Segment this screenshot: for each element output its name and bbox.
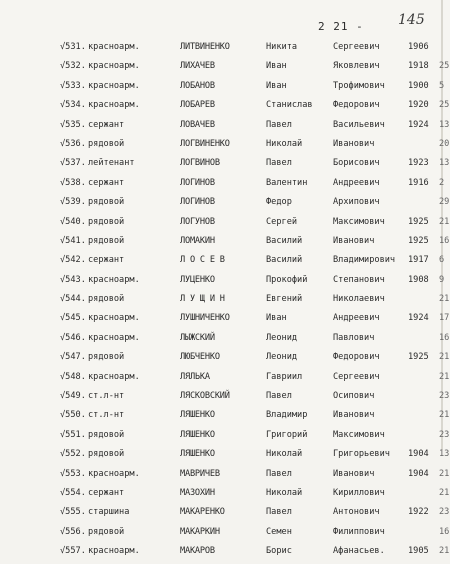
first-name: Павел: [266, 507, 292, 518]
patronymic: Сергеевич: [333, 42, 380, 52]
first-name: Павел: [266, 119, 292, 130]
list-row: [0, 234, 450, 253]
entry-number: √535.: [60, 119, 86, 130]
birth-year: 1920: [408, 100, 429, 111]
patronymic: Степанович: [333, 274, 385, 285]
surname: ЛОГИНОВ: [180, 197, 215, 208]
first-name: Иван: [266, 313, 287, 324]
entry-number: √546.: [60, 332, 86, 343]
list-row: [0, 486, 450, 505]
surname: МАКАРЕНКО: [180, 507, 225, 518]
first-name: Борис: [266, 546, 292, 557]
military-rank: рядовой: [88, 235, 125, 246]
birth-year: 1906: [408, 42, 429, 52]
surname: ЛУЦЕНКО: [180, 274, 215, 285]
military-rank: сержант: [88, 177, 125, 188]
entry-number: √550.: [60, 410, 86, 421]
surname: МАВРИЧЕВ: [180, 468, 220, 479]
surname: ЛЯШЕНКО: [180, 429, 215, 440]
list-row: [0, 428, 450, 447]
entry-number: √533.: [60, 80, 86, 91]
birth-year: 1916: [408, 177, 429, 188]
military-rank: ст.л-нт: [88, 410, 125, 421]
first-name: Николай: [266, 487, 303, 498]
surname: Л О С Е В: [180, 255, 225, 266]
military-rank: красноарм.: [88, 100, 140, 111]
first-name: Павел: [266, 468, 292, 479]
surname: МАКАРКИН: [180, 526, 220, 537]
entry-number: √532.: [60, 61, 86, 72]
patronymic: Андреевич: [333, 313, 380, 324]
cropped-edge-value: 9: [439, 274, 445, 285]
list-row: [0, 215, 450, 234]
cropped-edge-value: 23: [439, 391, 450, 402]
list-row: [0, 98, 450, 117]
entry-number: √547.: [60, 352, 86, 363]
entry-number: √541.: [60, 235, 86, 246]
cropped-edge-value: 23: [439, 429, 450, 440]
military-rank: красноарм.: [88, 332, 140, 343]
patronymic: Андреевич: [333, 177, 380, 188]
first-name: Василий: [266, 255, 303, 266]
military-rank: рядовой: [88, 449, 125, 460]
first-name: Семен: [266, 526, 292, 537]
first-name: Прокофий: [266, 274, 308, 285]
entry-number: √555.: [60, 507, 86, 518]
cropped-edge-value: 16: [439, 332, 450, 343]
cropped-edge-value: 20: [439, 138, 450, 149]
list-row: [0, 137, 450, 156]
list-row: [0, 467, 450, 486]
list-row: [0, 370, 450, 389]
patronymic: Антонович: [333, 507, 380, 518]
patronymic: Иванович: [333, 410, 375, 421]
patronymic: Кириллович: [333, 487, 385, 498]
list-row: [0, 40, 450, 59]
surname: ЛОГВИНЕНКО: [180, 138, 230, 149]
military-rank: красноарм.: [88, 61, 140, 72]
list-row: [0, 447, 450, 466]
patronymic: Иванович: [333, 468, 375, 479]
first-name: Владимир: [266, 410, 308, 421]
cropped-edge-value: 21: [439, 468, 450, 479]
cropped-edge-value: 21: [439, 371, 450, 382]
military-rank: сержант: [88, 255, 125, 266]
patronymic: Васильевич: [333, 119, 385, 130]
entry-number: √551.: [60, 429, 86, 440]
military-rank: красноарм.: [88, 42, 140, 52]
entry-number: √557.: [60, 546, 86, 557]
list-row: [0, 176, 450, 195]
birth-year: 1923: [408, 158, 429, 169]
first-name: Иван: [266, 61, 287, 72]
first-name: Василий: [266, 235, 303, 246]
cropped-edge-value: 21: [439, 352, 450, 363]
first-name: Станислав: [266, 100, 313, 111]
military-rank: старшина: [88, 507, 130, 518]
first-name: Григорий: [266, 429, 308, 440]
patronymic: Максимович: [333, 216, 385, 227]
cropped-edge-value: 5: [439, 80, 445, 91]
patronymic: Григорьевич: [333, 449, 390, 460]
birth-year: 1905: [408, 546, 429, 557]
military-rank: рядовой: [88, 294, 125, 305]
military-rank: рядовой: [88, 138, 125, 149]
birth-year: 1904: [408, 449, 429, 460]
birth-year: 1908: [408, 274, 429, 285]
list-row: [0, 505, 450, 524]
entry-number: √534.: [60, 100, 86, 111]
patronymic: Иванович: [333, 235, 375, 246]
list-row: [0, 59, 450, 78]
surname: ЛЯШЕНКО: [180, 449, 215, 460]
cropped-edge-value: 23: [439, 507, 450, 518]
patronymic: Осипович: [333, 391, 375, 402]
surname: ЛЯЛЬКА: [180, 371, 210, 382]
handwritten-page-number: 145: [398, 12, 425, 28]
list-row: [0, 118, 450, 137]
surname: МАКАРОВ: [180, 546, 215, 557]
cropped-edge-value: 25: [439, 61, 450, 72]
patronymic: Яковлевич: [333, 61, 380, 72]
entry-number: √542.: [60, 255, 86, 266]
surname: ЛОМАКИН: [180, 235, 215, 246]
military-rank: рядовой: [88, 352, 125, 363]
entry-number: √531.: [60, 42, 86, 52]
entry-number: √556.: [60, 526, 86, 537]
cropped-edge-value: 6: [439, 255, 445, 266]
entry-number: √549.: [60, 391, 86, 402]
birth-year: 1917: [408, 255, 429, 266]
patronymic: Филиппович: [333, 526, 385, 537]
birth-year: 1904: [408, 468, 429, 479]
military-rank: красноарм.: [88, 371, 140, 382]
first-name: Леонид: [266, 352, 298, 363]
cropped-edge-value: 16: [439, 526, 450, 537]
first-name: Валентин: [266, 177, 308, 188]
patronymic: Федорович: [333, 100, 380, 111]
surname: ЛОГИНОВ: [180, 177, 215, 188]
patronymic: Борисович: [333, 158, 380, 169]
cropped-edge-value: 21: [439, 487, 450, 498]
entry-number: √553.: [60, 468, 86, 479]
entry-number: √548.: [60, 371, 86, 382]
surname: ЛИТВИНЕНКО: [180, 42, 230, 52]
military-rank: красноарм.: [88, 313, 140, 324]
list-row: [0, 195, 450, 214]
cropped-edge-value: 13: [439, 119, 450, 130]
birth-year: 1918: [408, 61, 429, 72]
patronymic: Сергеевич: [333, 371, 380, 382]
list-row: [0, 311, 450, 330]
patronymic: Павлович: [333, 332, 375, 343]
list-row: [0, 156, 450, 175]
patronymic: Афанасьев.: [333, 546, 385, 557]
patronymic: Максимович: [333, 429, 385, 440]
patronymic: Архипович: [333, 197, 380, 208]
entry-number: √536.: [60, 138, 86, 149]
first-name: Павел: [266, 158, 292, 169]
entry-number: √554.: [60, 487, 86, 498]
entry-number: √537.: [60, 158, 86, 169]
patronymic: Николаевич: [333, 294, 385, 305]
surname: ЛОГВИНОВ: [180, 158, 220, 169]
list-row: [0, 525, 450, 544]
list-row: [0, 408, 450, 427]
birth-year: 1925: [408, 235, 429, 246]
entry-number: √540.: [60, 216, 86, 227]
cropped-edge-value: 13: [439, 158, 450, 169]
cropped-edge-value: 21: [439, 410, 450, 421]
surname: ЛЫЖСКИЙ: [180, 332, 215, 343]
list-row: [0, 331, 450, 350]
birth-year: 1900: [408, 80, 429, 91]
military-rank: рядовой: [88, 429, 125, 440]
entry-number: √539.: [60, 197, 86, 208]
personnel-list: [0, 40, 450, 564]
surname: ЛЮБЧЕНКО: [180, 352, 220, 363]
first-name: Евгений: [266, 294, 303, 305]
entry-number: √538.: [60, 177, 86, 188]
military-rank: красноарм.: [88, 80, 140, 91]
list-row: [0, 350, 450, 369]
cropped-edge-value: 2: [439, 177, 445, 188]
cropped-edge-value: 29: [439, 197, 450, 208]
list-row: [0, 544, 450, 563]
birth-year: 1925: [408, 216, 429, 227]
military-rank: красноарм.: [88, 546, 140, 557]
list-row: [0, 79, 450, 98]
surname: ЛЯСКОВСКИЙ: [180, 391, 230, 402]
first-name: Гавриил: [266, 371, 303, 382]
entry-number: √545.: [60, 313, 86, 324]
military-rank: сержант: [88, 487, 125, 498]
list-row: [0, 292, 450, 311]
first-name: Павел: [266, 391, 292, 402]
first-name: Сергей: [266, 216, 298, 227]
list-row: [0, 389, 450, 408]
cropped-edge-value: 13: [439, 449, 450, 460]
patronymic: Трофимович: [333, 80, 385, 91]
first-name: Николай: [266, 138, 303, 149]
entry-number: √543.: [60, 274, 86, 285]
birth-year: 1922: [408, 507, 429, 518]
patronymic: Владимирович: [333, 255, 396, 266]
entry-number: √544.: [60, 294, 86, 305]
surname: ЛОБАНОВ: [180, 80, 215, 91]
military-rank: ст.л-нт: [88, 391, 125, 402]
military-rank: рядовой: [88, 526, 125, 537]
page-number: 2 21 -: [318, 20, 364, 33]
first-name: Федор: [266, 197, 292, 208]
military-rank: сержант: [88, 119, 125, 130]
entry-number: √552.: [60, 449, 86, 460]
surname: ЛОБАРЕВ: [180, 100, 215, 111]
military-rank: рядовой: [88, 197, 125, 208]
surname: ЛОВАЧЕВ: [180, 119, 215, 130]
cropped-edge-value: 17: [439, 313, 450, 324]
first-name: Николай: [266, 449, 303, 460]
patronymic: Федорович: [333, 352, 380, 363]
military-rank: красноарм.: [88, 468, 140, 479]
surname: ЛЯШЕНКО: [180, 410, 215, 421]
cropped-edge-value: 25: [439, 100, 450, 111]
military-rank: красноарм.: [88, 274, 140, 285]
first-name: Иван: [266, 80, 287, 91]
surname: ЛОГУНОВ: [180, 216, 215, 227]
cropped-edge-value: 16: [439, 235, 450, 246]
surname: МАЗОХИН: [180, 487, 215, 498]
surname: ЛИХАЧЕВ: [180, 61, 215, 72]
military-rank: рядовой: [88, 216, 125, 227]
birth-year: 1924: [408, 313, 429, 324]
list-row: [0, 253, 450, 272]
cropped-edge-value: 21: [439, 216, 450, 227]
surname: Л У Щ И Н: [180, 294, 225, 305]
list-row: [0, 273, 450, 292]
cropped-edge-value: 21: [439, 294, 450, 305]
patronymic: Иванович: [333, 138, 375, 149]
birth-year: 1924: [408, 119, 429, 130]
birth-year: 1925: [408, 352, 429, 363]
first-name: Никита: [266, 42, 298, 52]
first-name: Леонид: [266, 332, 298, 343]
surname: ЛУШНИЧЕНКО: [180, 313, 230, 324]
cropped-edge-value: 21: [439, 546, 450, 557]
military-rank: лейтенант: [88, 158, 135, 169]
